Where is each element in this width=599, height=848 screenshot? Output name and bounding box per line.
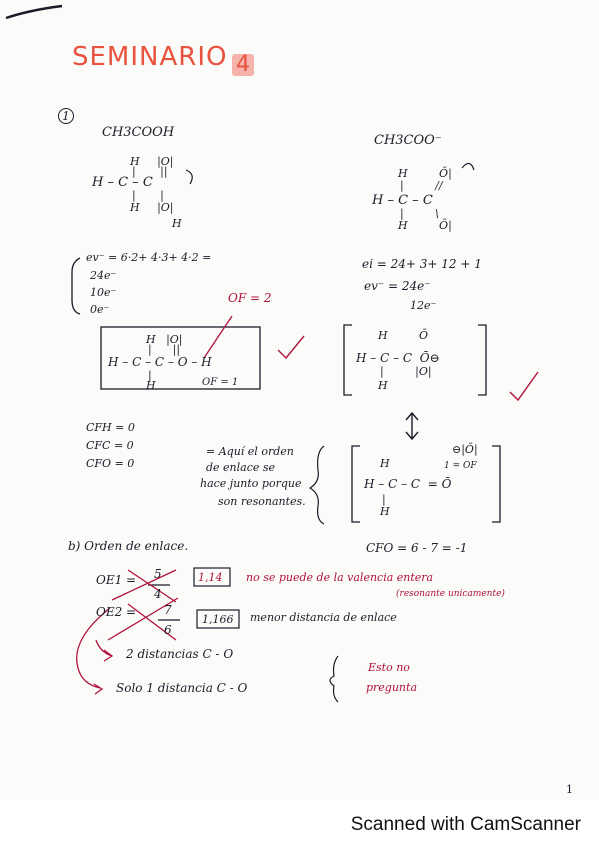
count-0: 0e⁻ — [90, 303, 110, 316]
note-line-2: de enlace se — [206, 461, 276, 474]
left-formula: CH3COOH — [102, 125, 175, 140]
scanned-page: SEMINARIO 4 1 CH3COOH H |O| | || H – C – C | | H |O| H ev⁻ = 6·2+ 4·3+ 4·2 = 24e⁻ 10e⁻ 0e⁻ OF = 2 H |O| | || H – C – C – O – H | H OF = 1 CFH = 0 CFC = 0 CFO = 0 = Aquí el orden de enlace se hace junto porque son resonantes. CH3COO⁻ H Ō| | // H – C – C | \ H Ō| ei = 24+ 3+ 12 + 1 ev⁻ = 24e⁻ 12e⁻ H Ō H – C – C Ō⊖ | |O| H ⊖|Ō| H 1 = OF H – C – C = Ō | H CFO = 6 - 7 = -1 b) Orden de enlace. OE1 = 5 4 1,14 no se puede de la valencia entera (resonante unicamente) OE2 = 7 6 1,166 menor distancia de enlace 2 distancias C - O Solo 1 distancia C - O Esto no pregunta 1 — [0, 0, 599, 800]
oe2-num: 7 — [164, 603, 172, 617]
cf-h: CFH = 0 — [86, 421, 135, 434]
note-line-3: hace junto porque — [200, 477, 302, 490]
cf-c: CFC = 0 — [86, 439, 134, 452]
scanner-footer — [0, 800, 599, 848]
title-text: SEMINARIO — [72, 42, 228, 72]
oe2-label: OE2 = — [96, 605, 137, 619]
part-b-heading: b) Orden de enlace. — [68, 539, 189, 553]
oe1-num: 5 — [154, 567, 162, 581]
of-label: OF = 2 — [228, 291, 272, 305]
oe1-value: 1,14 — [198, 571, 223, 584]
exercise-number: 1 — [58, 108, 74, 124]
page-title — [72, 42, 227, 72]
scanner-watermark: Scanned with CamScanner — [350, 814, 581, 835]
right-formula: CH3COO⁻ — [374, 133, 442, 148]
oe1-note2: (resonante unicamente) — [396, 589, 505, 599]
left-valence-line: ev⁻ = 6·2+ 4·3+ 4·2 = — [86, 251, 212, 264]
oe1-den: 4 — [154, 587, 162, 601]
count-24: 24e⁻ — [90, 269, 117, 282]
title-number: 4 — [236, 52, 250, 77]
oe2-value: 1,166 — [202, 613, 234, 626]
charge-result: CFO = 6 - 7 = -1 — [366, 541, 468, 555]
page-number: 1 — [566, 783, 573, 796]
of-inner-label: OF = 1 — [202, 377, 239, 388]
note-line-4: son resonantes. — [218, 495, 306, 508]
oe2-note: menor distancia de enlace — [250, 611, 397, 624]
distances-one: Solo 1 distancia C - O — [116, 681, 248, 695]
oe1-label: OE1 = — [96, 573, 137, 587]
side-note-1: Esto no — [368, 661, 410, 674]
count-10: 10e⁻ — [90, 286, 117, 299]
right-total: ev⁻ = 24e⁻ — [364, 279, 431, 293]
distances-two: 2 distancias C - O — [126, 647, 234, 661]
right-valence-line: ei = 24+ 3+ 12 + 1 — [362, 257, 482, 271]
side-note-2: pregunta — [366, 681, 417, 694]
cf-o: CFO = 0 — [86, 457, 135, 470]
oe1-note: no se puede de la valencia entera — [246, 571, 434, 584]
oe2-den: 6 — [164, 623, 172, 637]
note-line-1: = Aquí el orden — [206, 445, 294, 458]
resonance-of-label: 1 = OF — [444, 461, 477, 471]
right-pairs: 12e⁻ — [410, 299, 437, 312]
